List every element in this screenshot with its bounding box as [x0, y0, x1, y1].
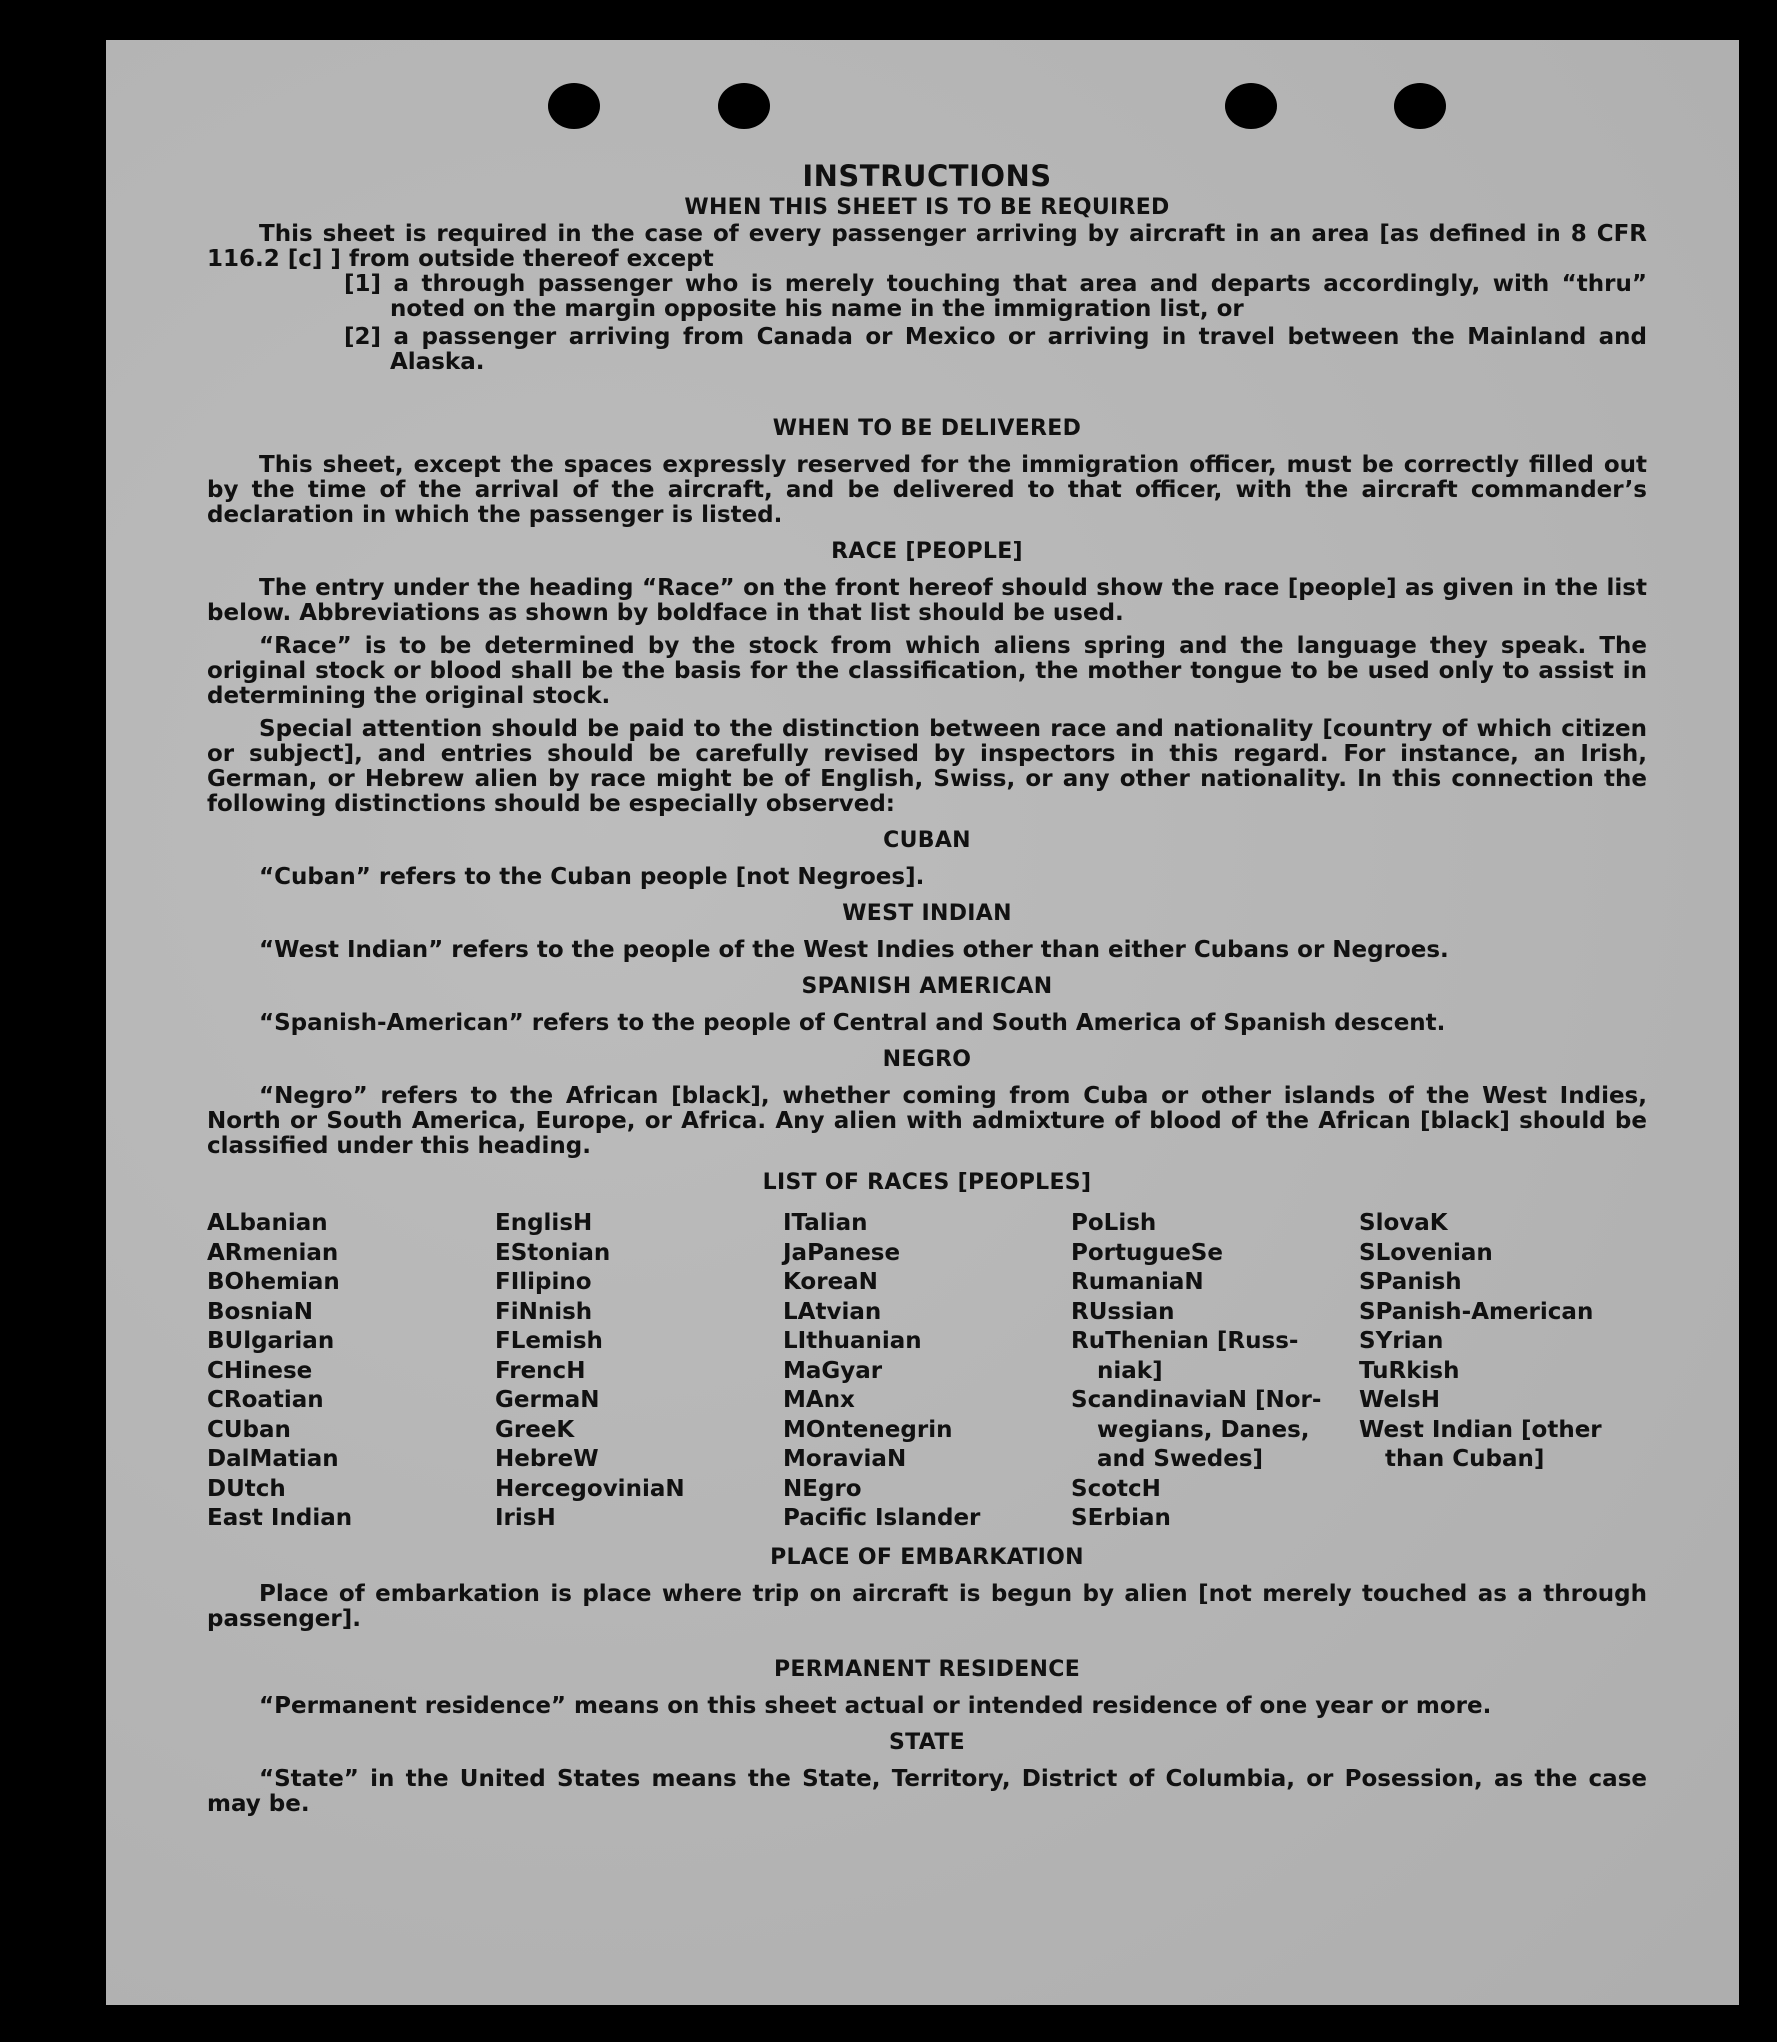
race-item: SLovenian [1359, 1239, 1493, 1266]
race-item: SPanish-American [1359, 1298, 1594, 1325]
section-text: “West Indian” refers to the people of the West Indies other than either Cubans or Negroes. [259, 937, 1449, 963]
race-item: RUssian [1071, 1298, 1175, 1325]
race-item: WelsH [1359, 1387, 1440, 1413]
section-heading: SPANISH AMERICAN [801, 974, 1053, 999]
section-text: “Cuban” refers to the Cuban people [not Negroes]. [259, 864, 925, 890]
race-item: East Indian [207, 1505, 353, 1531]
race-item: BOhemian [207, 1269, 340, 1295]
race-item: LIthuanian [783, 1328, 922, 1354]
race-item: MAnx [783, 1387, 855, 1413]
punch-hole [718, 83, 770, 129]
punch-hole [1225, 83, 1277, 129]
race-item: FiNnish [495, 1298, 593, 1325]
race-item: DUtch [207, 1475, 286, 1502]
section-heading: RACE [PEOPLE] [831, 539, 1023, 564]
race-item: ScandinaviaN [Nor- [1071, 1387, 1322, 1413]
section-text: “State” in the United States means the State, Territory, District of Columbia, or Posession, as the case may be. [207, 1765, 1647, 1817]
race-item: ScotcH [1071, 1475, 1161, 1502]
races-list [207, 1209, 1647, 1534]
section-text: The entry under the heading “Race” on the front hereof should show the race [people] as given in the list below. Abbreviations as shown by boldface in that list should be used. [207, 575, 1647, 626]
race-item: EStonian [495, 1239, 611, 1266]
section-text: “Spanish-American” refers to the people of Central and South America of Spanish descent. [259, 1010, 1446, 1036]
race-item: TuRkish [1359, 1357, 1460, 1384]
race-item: ALbanian [207, 1210, 328, 1236]
section-heading: NEGRO [882, 1047, 972, 1072]
section-heading: PLACE OF EMBARKATION [770, 1544, 1084, 1570]
race-item: DalMatian [207, 1446, 339, 1472]
document-sheet [106, 40, 1739, 2005]
race-item: SYrian [1359, 1328, 1444, 1354]
race-item: ITalian [783, 1210, 868, 1236]
race-item: BUlgarian [207, 1328, 335, 1354]
races-column [207, 1209, 495, 1534]
section-heading: STATE [889, 1729, 965, 1755]
races-column [1359, 1209, 1647, 1534]
section-heading: WEST INDIAN [842, 901, 1012, 926]
races-column [783, 1209, 1071, 1534]
race-item: NEgro [783, 1475, 862, 1502]
races-column [495, 1209, 783, 1534]
race-item: HebreW [495, 1446, 599, 1472]
race-item: RumaniaN [1071, 1269, 1204, 1295]
race-item: EnglisH [495, 1210, 593, 1236]
race-item: JaPanese [783, 1239, 901, 1266]
race-item: Pacific Islander [783, 1505, 981, 1531]
section-heading: CUBAN [883, 828, 971, 853]
section-heading: WHEN TO BE DELIVERED [772, 416, 1082, 441]
race-item: IrisH [495, 1505, 556, 1531]
race-item: GreeK [495, 1416, 575, 1443]
race-item: BosniaN [207, 1298, 314, 1325]
list-item: [2] a passenger arriving from Canada or Mexico or arriving in travel between the Mainland and Alaska. [344, 324, 1647, 375]
race-item: FLemish [495, 1328, 603, 1354]
race-item: and Swedes] [1097, 1446, 1264, 1472]
race-item: SlovaK [1359, 1210, 1448, 1236]
race-item: HercegoviniaN [495, 1475, 685, 1502]
race-item: MoraviaN [783, 1446, 907, 1472]
punch-hole [548, 83, 600, 129]
section-text: This sheet is required in the case of every passenger arriving by aircraft in an area [as defined in 8 CFR 116.2 [c] ] from outside thereof except [207, 221, 1647, 272]
race-item: PortugueSe [1071, 1239, 1223, 1266]
race-item: West Indian [other [1359, 1416, 1602, 1443]
section-heading: PERMANENT RESIDENCE [773, 1656, 1081, 1682]
section-text: “Permanent residence” means on this sheet actual or intended residence of one year or more. [259, 1692, 1492, 1719]
race-item: PoLish [1071, 1210, 1157, 1236]
section-text: Special attention should be paid to the distinction between race and nationality [country of which citizen or subject], and entries should be carefully revised by inspectors in this regard. For instance, an Irish, German, or Hebrew alien by race might be of English, Swiss, or any other nationality. In this connection the following distinctions should be especially observed: [207, 716, 1647, 817]
race-item: MaGyar [783, 1357, 883, 1384]
page-title: INSTRUCTIONS [802, 159, 1052, 193]
race-item: CHinese [207, 1357, 313, 1384]
section-text: Place of embarkation is place where trip on aircraft is begun by alien [not merely touched as a through passenger]. [207, 1580, 1647, 1632]
race-item: SErbian [1071, 1505, 1171, 1531]
race-item: than Cuban] [1385, 1446, 1545, 1472]
race-item: FIlipino [495, 1269, 592, 1295]
race-item: CRoatian [207, 1387, 324, 1413]
races-column [1071, 1209, 1359, 1534]
list-item: [1] a through passenger who is merely touching that area and departs accordingly, with “thru” noted on the margin opposite his name in the immigration list, or [344, 271, 1647, 322]
race-item: KoreaN [783, 1269, 878, 1295]
instructions-content [207, 158, 1647, 1817]
race-item: FrencH [495, 1357, 586, 1384]
race-item: SPanish [1359, 1269, 1462, 1295]
section-text: This sheet, except the spaces expressly reserved for the immigration officer, must be correctly filled out by the time of the arrival of the aircraft, and be delivered to that officer, with the aircraft commander’s declaration in which the passenger is listed. [207, 452, 1647, 528]
race-item: CUban [207, 1416, 291, 1443]
races-heading: LIST OF RACES [PEOPLES] [762, 1170, 1092, 1195]
punch-hole [1394, 83, 1446, 129]
race-item: niak] [1097, 1357, 1163, 1384]
race-item: MOntenegrin [783, 1416, 953, 1443]
section-heading: WHEN THIS SHEET IS TO BE REQUIRED [684, 195, 1170, 220]
race-item: RuThenian [Russ- [1071, 1328, 1299, 1354]
race-item: GermaN [495, 1387, 600, 1413]
race-item: ARmenian [207, 1239, 339, 1266]
section-text: “Negro” refers to the African [black], whether coming from Cuba or other islands of the West Indies, North or South America, Europe, or Africa. Any alien with admixture of blood of the African [black] should be classified under this heading. [207, 1083, 1647, 1159]
race-item: wegians, Danes, [1097, 1416, 1310, 1443]
section-text: “Race” is to be determined by the stock from which aliens spring and the language they speak. The original stock or blood shall be the basis for the classification, the mother tongue to be used only to assist in determining the original stock. [207, 633, 1647, 709]
race-item: LAtvian [783, 1298, 882, 1325]
